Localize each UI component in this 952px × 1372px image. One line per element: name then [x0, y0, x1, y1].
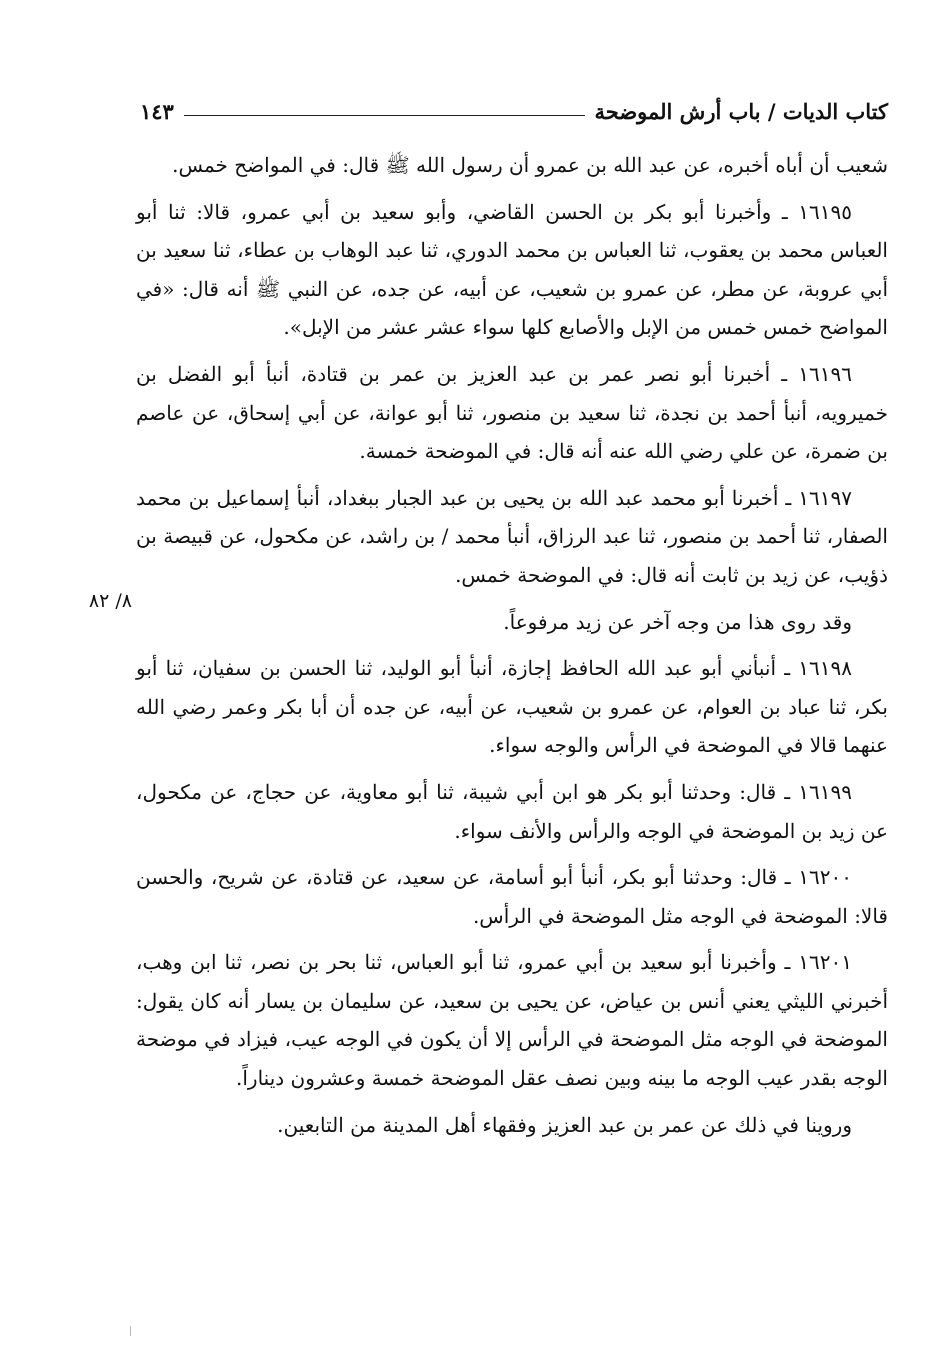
hadith-paragraph: ١٦١٩٦ ـ أخبرنا أبو نصر عمر بن عبد العزيز بن عمر بن قتادة، أنبأ أبو الفضل بن خميرويه، أنبأ أحمد بن نجدة، ثنا سعيد بن منصور، ثنا أبو عوانة، عن أبي إسحاق، عن عاصم بن ضمرة، عن علي رضي الله عنه أنه قال: في الموضحة خمسة. [136, 361, 888, 464]
margin-reference: ٨/ ٨٢ [88, 590, 132, 612]
chapter-title: كتاب الديات / باب أرش الموضحة [594, 99, 888, 124]
hadith-paragraph: ١٦٢٠٠ ـ قال: وحدثنا أبو بكر، أنبأ أبو أسامة، عن سعيد، عن قتادة، عن شريح، والحسن قالا: الموضحة في الوجه مثل الموضحة في الرأس. [136, 865, 888, 928]
header-rule [184, 115, 585, 116]
hadith-paragraph: ١٦١٩٨ ـ أنبأني أبو عبد الله الحافظ إجازة، أنبأ أبو الوليد، ثنا الحسن بن سفيان، ثنا أبو بكر، ثنا عباد بن العوام، عن عمرو بن شعيب، عن أبيه، عن جده أن أبا بكر وعمر رضي الله عنهما قالا في الموضحة في الرأس والوجه سواء. [136, 656, 888, 758]
page-number: ١٤٣ [140, 99, 174, 124]
running-header [140, 88, 888, 122]
hadith-paragraph: ١٦١٩٥ ـ وأخبرنا أبو بكر بن الحسن القاضي، وأبو سعيد بن أبي عمرو، قالا: ثنا أبو العباس محمد بن يعقوب، ثنا العباس بن محمد الدوري، ثنا عبد الوهاب بن عطاء، ثنا سعيد بن أبي عروبة، عن مطر، عن عمرو بن شعيب، عن أبيه، عن جده، عن النبي ﷺ أنه قال: «في المواضح خمس خمس من الإبل والأصابع كلها سواء عشر عشر من الإبل». [136, 199, 888, 340]
hadith-paragraph: ١٦١٩٩ ـ قال: وحدثنا أبو بكر هو ابن أبي شيبة، ثنا أبو معاوية، عن حجاج، عن مكحول، عن زيد بن الموضحة في الوجه والرأس والأنف سواء. [136, 779, 888, 843]
hadith-paragraph: ١٦١٩٧ ـ أخبرنا أبو محمد عبد الله بن يحيى بن عبد الجبار ببغداد، أنبأ إسماعيل بن محمد الصفار، ثنا أحمد بن منصور، ثنا عبد الرزاق، أنبأ محمد / بن راشد، عن مكحول، عن قبيصة بن ذؤيب، عن زيد بن ثابت أنه قال: في الموضحة خمس. [136, 485, 888, 587]
scan-mark [130, 1326, 131, 1336]
paragraph: شعيب أن أباه أخبره، عن عبد الله بن عمرو أن رسول الله ﷺ قال: في المواضح خمس. [172, 153, 888, 177]
closing-paragraph: وروينا في ذلك عن عمر بن عبد العزيز وفقهاء أهل المدينة من التابعين. [277, 1112, 852, 1137]
note-paragraph: وقد روى هذا من وجه آخر عن زيد مرفوعاً. [503, 609, 852, 634]
hadith-paragraph: ١٦٢٠١ ـ وأخبرنا أبو سعيد بن أبي عمرو، ثنا أبو العباس، ثنا بحر بن نصر، ثنا ابن وهب، أخبرني الليثي يعني أنس بن عياض، عن يحيى بن سعيد، عن سليمان بن يسار أنه كان يقول: الموضحة في الوجه مثل الموضحة في الرأس إلا أن يكون في الوجه عيب، فيزاد في موضحة الوجه بقدر عيب الوجه ما بينه وبين نصف عقل الموضحة خمسة وعشرون ديناراً. [136, 950, 888, 1091]
body-text [136, 146, 888, 1152]
